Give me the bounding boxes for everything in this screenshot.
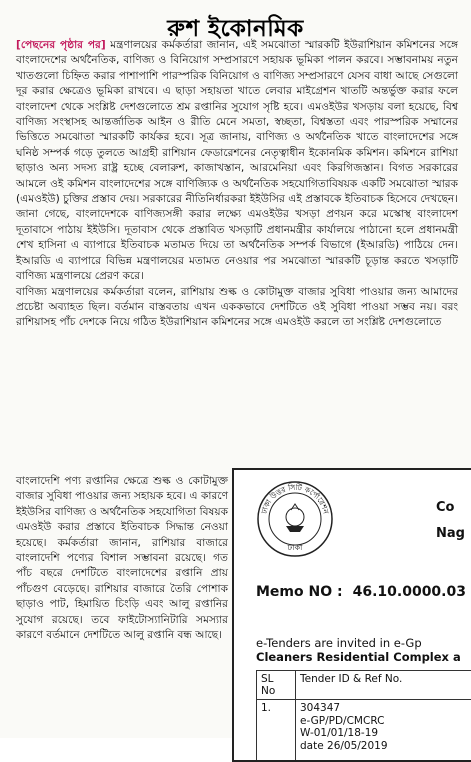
column-header-tender-id: Tender ID & Ref No. [296,671,471,700]
organization-name-line-1: Co [436,500,454,515]
tender-intro-line-1: e-Tenders are invited in e-Gp [256,636,461,650]
column-header-sl-no: SL No [257,671,296,700]
tender-id: 304347 [300,702,470,715]
article-paragraph-3: বাংলাদেশি পণ্য রপ্তানির ক্ষেত্রে শুল্ক ও কোটামুক্ত বাজার সুবিধা পাওয়ার জন্য সহায়ক হবে। এ কারণে ইইউসির বাণিজ্য ও অর্থনৈতিক সহযোগিতা বিষয়ক এমওইউ করার প্রস্তাবে ইতিবাচক সিদ্ধান্ত নেওয়া হয়েছে। কর্মকর্তারা জানান, রাশিয়ার বাজারে বাংলাদেশি পণ্যের বিশাল সম্ভাবনা রয়েছে। গত পাঁচ বছরে দেশটিতে বাংলাদেশের রপ্তানি প্রায় পাঁচগুণ বেড়েছে। রাশিয়ার বাজারে তৈরি পোশাক ছাড়াও পাট, হিমায়িত চিংড়ি এবং আলু রপ্তানির সুযোগ রয়েছে। তবে ফাইটোস্যানিটারি সমস্যার কারণে বর্তমানে দেশটিতে আলু রপ্তানি বন্ধ আছে। [16,474,228,643]
tender-ref-line-2: W-01/01/18-19 [300,727,470,740]
tender-intro [256,636,461,664]
article-column-continued [16,474,228,643]
article-body [16,38,458,331]
article-headline: রুশ ইকোনমিক [0,10,471,49]
tender-ref-line-1: e-GP/PD/CMCRC [300,715,470,728]
article-paragraph-2: বাণিজ্য মন্ত্রণালয়ের কর্মকর্তারা বলেন, রাশিয়ায় শুল্ক ও কোটামুক্ত বাজার সুবিধা পাওয়ার জন্য আমাদের প্রচেষ্টা অব্যাহত ছিল। বর্তমান বাস্তবতায় এখন এককভাবে দেশটিতে ওই সুবিধা পাওয়া সম্ভব নয়। বরং রাশিয়াসহ পাঁচ দেশকে নিয়ে গঠিত ইউরাশিয়ান কমিশনের সঙ্গে এমওইউ করলে তা সংশ্লিষ্ট দেশগুলোতে [16,285,458,331]
logo-text: ঢাকা উত্তর সিটি কর্পোরেশন [259,482,330,516]
memo-number: 46.10.0000.03 [353,584,466,600]
article-paragraph-1 [16,38,458,285]
tender-date: date 26/05/2019 [300,740,470,753]
tender-table-header-row [257,671,471,700]
tender-notice [232,468,471,762]
table-cell-tender-id [296,700,471,762]
table-row [257,700,471,762]
city-corporation-logo-icon [256,480,334,558]
logo-bottom-text: ঢাকা [287,543,303,552]
table-cell-sl: 1. [257,700,296,762]
continued-from-back-page-label: [পেছনের পৃষ্ঠার পর] [16,39,106,51]
article-paragraph-1-text: মন্ত্রণালয়ের কর্মকর্তারা জানান, এই সমঝোতা স্মারকটি ইউরাশিয়ান কমিশনের সঙ্গে বাংলাদেশের অর্থনৈতিক, বাণিজ্য ও বিনিয়োগ সম্প্রসারণে সহায়ক ভূমিকা পালন করবে। সম্ভাবনাময় নতুন খাতগুলো চিহ্নিত করার পাশাপাশি পারস্পরিক বিনিয়োগ ও বাণিজ্য সম্প্রসারণে যেসব বাধা আছে সেগুলো দূর করার ক্ষেত্রেও ভূমিকা রাখবে। এ ছাড়া সহায়তা খাতে লেবার মাইগ্রেশন খাতটি অন্তর্ভুক্ত করার ফলে বাংলাদেশ থেকে সংশ্লিষ্ট দেশগুলোতে শ্রম রপ্তানির সুযোগ সৃষ্টি হবে। এমওইউর খসড়ায় বলা হয়েছে, বিশ্ব বাণিজ্য সংস্থাসহ আন্তর্জাতিক আইন ও রীতি মেনে সমতা, স্বচ্ছতা, বিশ্বস্ততা এবং পারস্পরিক সম্মানের ভিত্তিতে সমঝোতা স্মারকটি কার্যকর হবে। সূত্র জানায়, বাণিজ্য ও অর্থনৈতিক খাতে বাংলাদেশের সঙ্গে ঘনিষ্ঠ সম্পর্ক গড়ে তুলতে আগ্রহী রাশিয়ান ফেডারেশনের নেতৃত্বাধীন ইকোনমিক কমিশন। কমিশনে রাশিয়া ছাড়াও অন্য সদস্য রাষ্ট্র হচ্ছে বেলারুশ, কাজাখস্তান, আরমেনিয়া এবং কিরগিজস্তান। বিগত সরকারের আমলে ওই কমিশন বাংলাদেশের সঙ্গে বাণিজ্যিক ও অর্থনৈতিক সহযোগিতাবিষয়ক একটি সমঝোতা স্মারক (এমওইউ) চুক্তির প্রস্তাব দেয়। সরকারের নীতিনির্ধারকরা ইইউসির এই প্রস্তাবকে ইতিবাচক হিসেবে দেখছেন। জানা গেছে, বাংলাদেশকে বাণিজ্যসঙ্গী করার লক্ষ্যে এমওইউর খসড়া প্রণয়ন করে মস্কোস্থ বাংলাদেশ দূতাবাসে পাঠায় ইইউসি। দূতাবাস থেকে প্রস্তাবিত খসড়াটি প্রধানমন্ত্রীর কার্যালয়ে পাঠানো হলে প্রধানমন্ত্রী শেখ হাসিনা এ ব্যাপারে ইতিবাচক মতামত দিয়ে তা অর্থনৈতিক সম্পর্ক বিভাগে (ইআরডি) পাঠিয়ে দেন। ইআরডি এ ব্যাপারে বিভিন্ন মন্ত্রণালয়ের মতামত নেওয়ার পর সমঝোতা স্মারকটি চূড়ান্ত করতে খসড়াটি বাণিজ্য মন্ত্রণালয়ে প্রেরণ করে। [16,39,458,282]
memo-label: Memo NO : [256,584,343,600]
organization-name-line-2: Nag [436,526,465,541]
tender-table [256,670,471,762]
memo-line [256,584,466,600]
tender-intro-line-2: Cleaners Residential Complex a [256,650,461,664]
